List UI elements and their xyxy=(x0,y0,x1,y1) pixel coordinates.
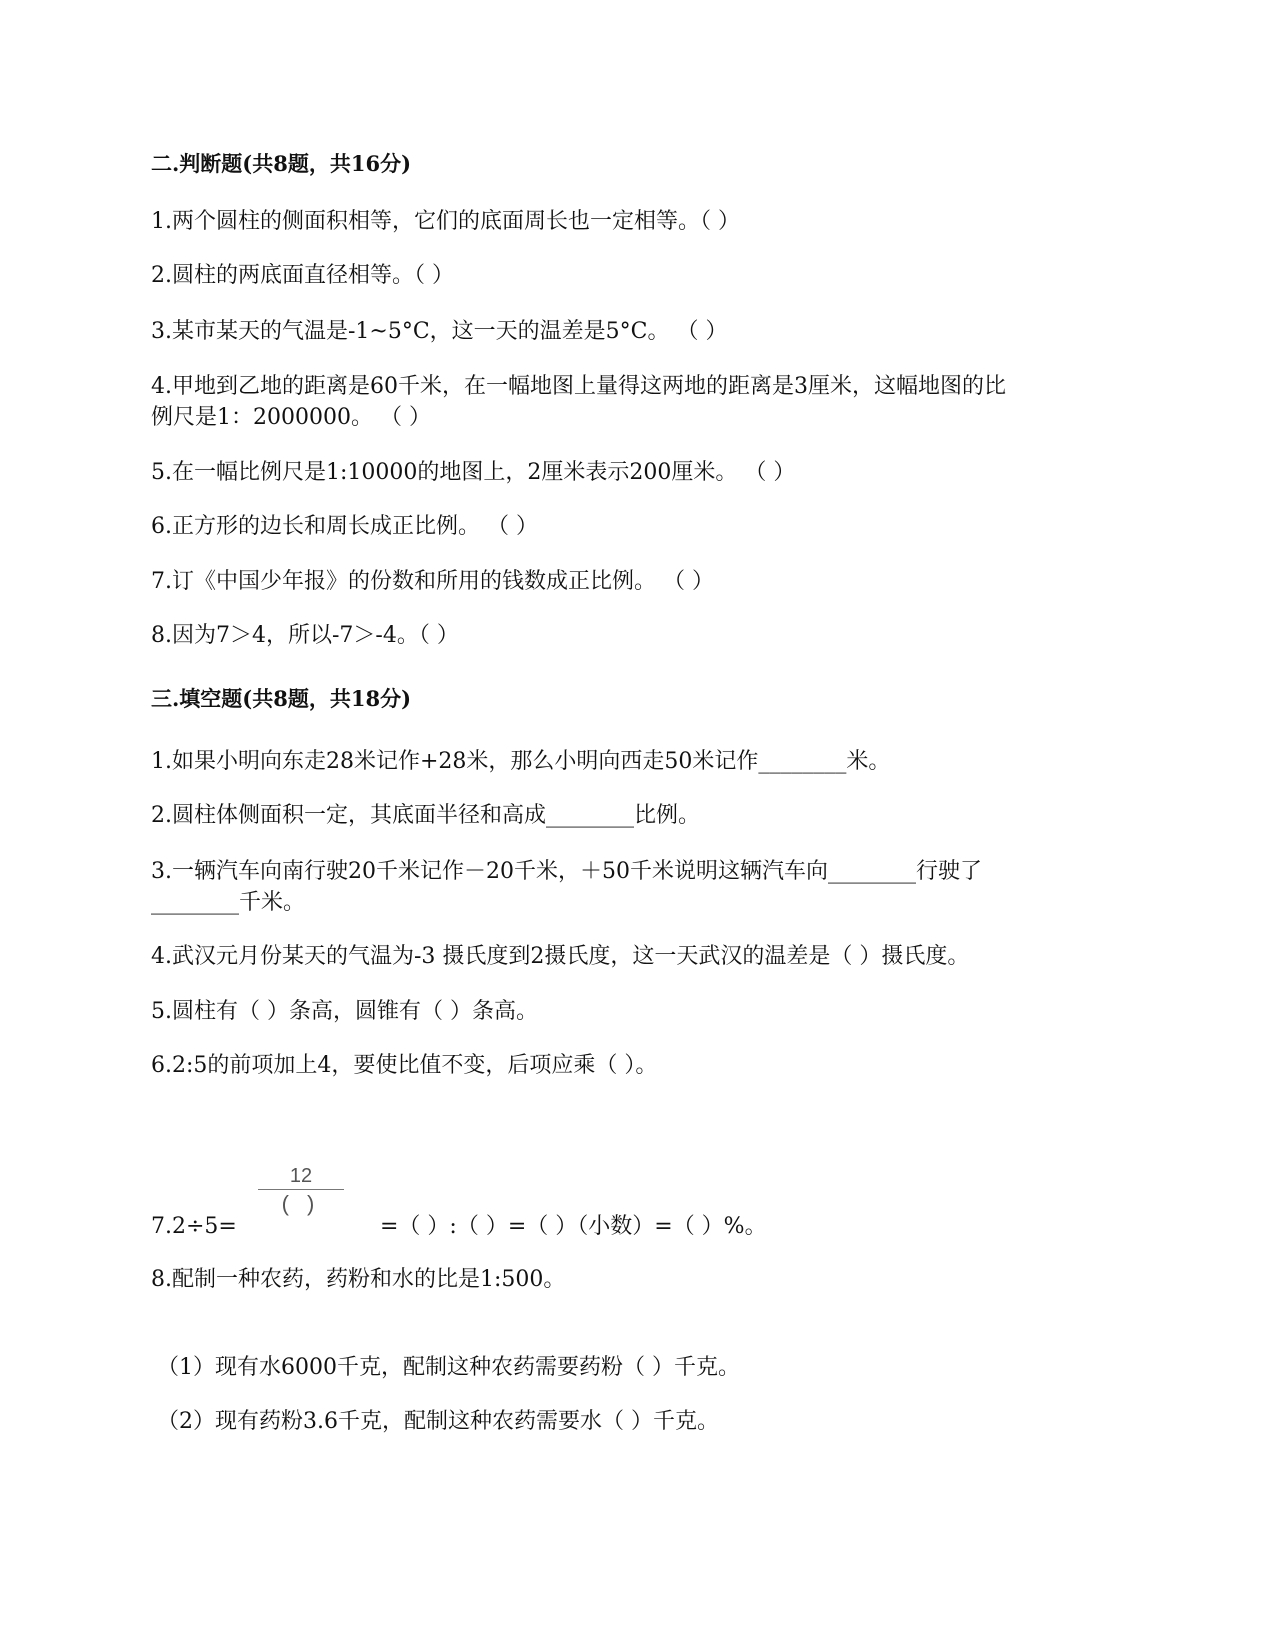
section2-title: 二.判断题(共8题，共16分) xyxy=(151,151,412,176)
question-item: 1.两个圆柱的侧面积相等，它们的底面周长也一定相等。（ ） xyxy=(151,209,740,234)
question-item: 8.因为7＞4，所以-7＞-4。（ ） xyxy=(151,623,459,648)
question-item: 例尺是1：2000000。 （ ） xyxy=(151,405,431,430)
question-item: 3.一辆汽车向南行驶20千米记作－20千米，＋50千米说明这辆汽车向________行驶了 xyxy=(151,859,982,884)
question-item: 7.订《中国少年报》的份数和所用的钱数成正比例。 （ ） xyxy=(151,569,714,594)
question-item: 6.正方形的边长和周长成正比例。 （ ） xyxy=(151,514,538,539)
fraction xyxy=(258,1163,344,1221)
fraction-numerator: 12 xyxy=(258,1163,344,1190)
question-7-rest: =（ ）:（ ）=（ ）（小数）=（ ）%。 xyxy=(380,1214,767,1239)
question-item: 8.配制一种农药，药粉和水的比是1:500。 xyxy=(151,1267,566,1292)
question-item: 2.圆柱体侧面积一定，其底面半径和高成________比例。 xyxy=(151,803,700,828)
question-7-prefix: 7.2÷5= xyxy=(151,1214,237,1239)
fraction-denominator: ( ) xyxy=(281,1191,321,1216)
question-item: 4.甲地到乙地的距离是60千米，在一幅地图上量得这两地的距离是3厘米，这幅地图的比 xyxy=(151,374,1006,399)
question-item: 5.圆柱有（ ）条高，圆锥有（ ）条高。 xyxy=(151,999,538,1024)
question-item: 3.某市某天的气温是-1~5°C，这一天的温差是5°C。 （ ） xyxy=(151,319,728,344)
question-item: 2.圆柱的两底面直径相等。（ ） xyxy=(151,263,454,288)
section3-title: 三.填空题(共8题，共18分) xyxy=(151,686,412,711)
sub-question: （1）现有水6000千克，配制这种农药需要药粉（ ）千克。 xyxy=(157,1355,740,1380)
question-item: ________千米。 xyxy=(151,890,306,915)
sub-question: （2）现有药粉3.6千克，配制这种农药需要水（ ）千克。 xyxy=(157,1409,719,1434)
question-item: 1.如果小明向东走28米记作+28米，那么小明向西走50米记作________米。 xyxy=(151,749,891,774)
question-item: 4.武汉元月份某天的气温为-3 摄氏度到2摄氏度，这一天武汉的温差是（ ）摄氏度。 xyxy=(151,944,970,969)
question-item: 6.2:5的前项加上4，要使比值不变，后项应乘（ ）。 xyxy=(151,1053,658,1078)
question-item: 5.在一幅比例尺是1:10000的地图上，2厘米表示200厘米。 （ ） xyxy=(151,460,796,485)
